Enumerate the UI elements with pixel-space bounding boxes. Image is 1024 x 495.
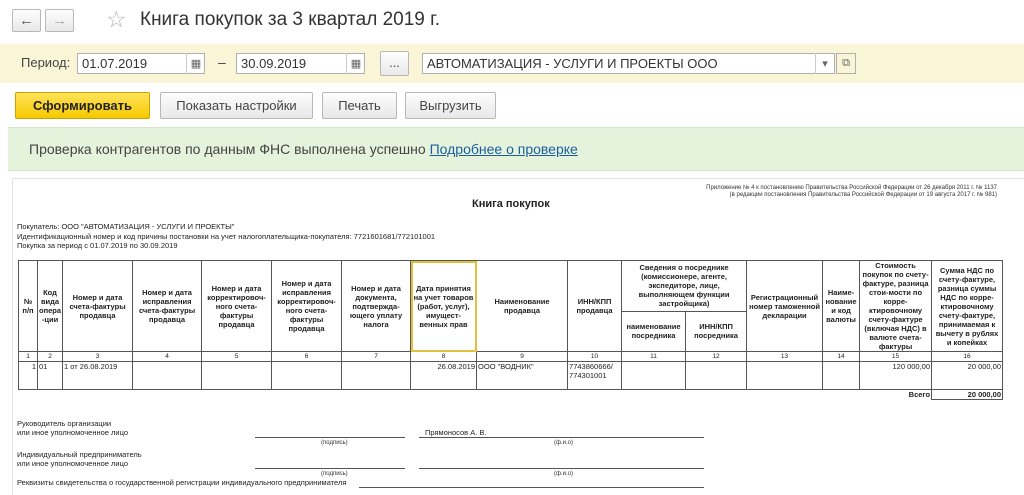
total-vat: 20 000,00 xyxy=(932,390,1003,400)
row-c11 xyxy=(622,362,686,390)
colnum-12: 12 xyxy=(686,352,747,362)
row-date-accepted: 26.08.2019 xyxy=(411,362,477,390)
header-c1: № п/п xyxy=(19,261,38,352)
print-button[interactable]: Печать xyxy=(322,92,397,119)
header-c2: Код вида опера -ции xyxy=(38,261,63,352)
row-c14 xyxy=(823,362,860,390)
ip-certificate-line xyxy=(359,487,704,488)
check-details-link[interactable]: Подробнее о проверке xyxy=(429,141,578,157)
head-label-2: или иное уполномоченное лицо xyxy=(17,428,129,437)
ip-certificate-label: Реквизиты свидетельства о государственной регистрации индивидуального предпринимателя xyxy=(17,478,347,487)
ip-name-line xyxy=(419,468,704,469)
header-c9: Наименование продавца xyxy=(477,261,568,352)
header-c11: наименование посредника xyxy=(622,311,686,351)
row-seller: ООО "ВОДНИК" xyxy=(477,362,568,390)
inn-line: Идентификационный номер и код причины постановки на учет налогоплательщика-покупателя: 7721601681/772101001 xyxy=(17,232,436,241)
header-c5: Номер и дата корректировоч-ного счета-фактуры продавца xyxy=(202,261,272,352)
colnum-4: 4 xyxy=(133,352,202,362)
colnum-16: 16 xyxy=(932,352,1003,362)
period-to-value: 30.09.2019 xyxy=(241,56,307,71)
colnum-7: 7 xyxy=(342,352,411,362)
row-seller-inn: 7743860666/ 774301001 xyxy=(568,362,622,390)
appendix-line1: Приложение № 4 к постановлению Правительства Российской Федерации от 26 декабря 2011 г. № 1137 xyxy=(706,185,997,191)
header-c15: Стоимость покупок по счету-фактуре, разница стои-мости по корре-ктировочному счету-фактуре (включая НДС) в валюте счета-фактуры xyxy=(860,261,932,352)
purchase-book-table xyxy=(18,260,1003,400)
appendix-line2: (в редакции постановления Правительства Российской Федерации от 19 августа 2017 г. № 981) xyxy=(729,192,997,198)
ip-signature-line xyxy=(255,468,405,469)
row-operation-code: 01 xyxy=(38,362,63,390)
head-name-caption: (ф.и.о) xyxy=(554,440,573,446)
row-c4 xyxy=(133,362,202,390)
colnum-10: 10 xyxy=(568,352,622,362)
check-notice xyxy=(8,127,1024,171)
colnum-14: 14 xyxy=(823,352,860,362)
calendar-to-icon[interactable]: ▦ xyxy=(346,53,365,74)
row-c12 xyxy=(686,362,747,390)
head-signature-caption: (подпись) xyxy=(321,440,348,446)
period-from-value: 01.07.2019 xyxy=(82,56,148,71)
organization-select[interactable] xyxy=(422,53,835,74)
calendar-from-icon[interactable]: ▦ xyxy=(186,53,205,74)
notice-message: Проверка контрагентов по данным ФНС выполнена успешно xyxy=(29,141,426,157)
header-c3: Номер и дата счета-фактуры продавца xyxy=(63,261,133,352)
head-signature-line xyxy=(255,437,405,438)
row-vat: 20 000,00 xyxy=(932,362,1003,390)
period-label: Период: xyxy=(21,55,71,70)
header-c13: Регистрационный номер таможенной декларации xyxy=(747,261,823,352)
header-c7: Номер и дата документа, подтвержда-ющего уплату налога xyxy=(342,261,411,352)
header-c16: Сумма НДС по счету-фактуре, разница суммы НДС по корре-ктировочному счету-фактуре, принимаемая к вычету в рублях и копейках xyxy=(932,261,1003,352)
period-separator: – xyxy=(218,54,226,70)
header-c14: Наиме-нование и код валюты xyxy=(823,261,860,352)
colnum-9: 9 xyxy=(477,352,568,362)
colnum-1: 1 xyxy=(19,352,38,362)
row-c13 xyxy=(747,362,823,390)
back-button[interactable] xyxy=(12,9,41,32)
report-document xyxy=(12,178,1024,495)
period-line: Покупка за период с 01.07.2019 по 30.09.2019 xyxy=(17,241,178,250)
row-c5 xyxy=(202,362,272,390)
row-invoice: 1 от 26.08.2019 xyxy=(63,362,133,390)
forward-button[interactable] xyxy=(45,9,74,32)
header-c8[interactable]: Дата принятия на учет товаров (работ, услуг), имущест-венных прав xyxy=(411,261,477,352)
colnum-13: 13 xyxy=(747,352,823,362)
open-organization-icon[interactable]: ⧉ xyxy=(836,53,856,74)
colnum-15: 15 xyxy=(860,352,932,362)
header-c6: Номер и дата исправления корректировоч-ного счета-фактуры продавца xyxy=(272,261,342,352)
head-name-line xyxy=(419,437,704,438)
buyer-line: Покупатель: ООО "АВТОМАТИЗАЦИЯ - УСЛУГИ И ПРОЕКТЫ" xyxy=(17,222,235,231)
header-c10: ИНН/КПП продавца xyxy=(568,261,622,352)
total-label: Всего xyxy=(19,390,932,400)
ip-label-2: или иное уполномоченное лицо xyxy=(17,459,129,468)
ip-name-caption: (ф.и.о) xyxy=(554,471,573,477)
report-heading: Книга покупок xyxy=(472,198,550,210)
head-label-1: Руководитель организации xyxy=(17,419,112,428)
arrow-left-icon: ← xyxy=(19,12,34,29)
window-title: Книга покупок за 3 квартал 2019 г. xyxy=(140,9,441,30)
header-c12: ИНН/КПП посредника xyxy=(686,311,747,351)
export-button[interactable]: Выгрузить xyxy=(405,92,496,119)
generate-button[interactable]: Сформировать xyxy=(15,92,150,119)
row-amount: 120 000,00 xyxy=(860,362,932,390)
organization-value: АВТОМАТИЗАЦИЯ - УСЛУГИ И ПРОЕКТЫ ООО xyxy=(427,56,718,71)
colnum-3: 3 xyxy=(63,352,133,362)
header-intermediary: Сведения о посреднике (комиссионере, агенте, экспедиторе, лице, выполняющем функции застройщика) xyxy=(622,261,747,312)
colnum-2: 2 xyxy=(38,352,63,362)
row-c7 xyxy=(342,362,411,390)
chevron-down-icon[interactable]: ▾ xyxy=(815,53,834,74)
star-icon[interactable]: ☆ xyxy=(106,6,127,32)
colnum-6: 6 xyxy=(272,352,342,362)
row-number: 1 xyxy=(19,362,38,390)
show-settings-button[interactable]: Показать настройки xyxy=(160,92,313,119)
row-c6 xyxy=(272,362,342,390)
colnum-8: 8 xyxy=(411,352,477,362)
ip-label-1: Индивидуальный предприниматель xyxy=(17,450,142,459)
table-row[interactable] xyxy=(19,362,1003,390)
colnum-11: 11 xyxy=(622,352,686,362)
period-select-button[interactable]: ... xyxy=(380,51,409,76)
ip-signature-caption: (подпись) xyxy=(321,471,348,477)
header-c4: Номер и дата исправления счета-фактуры продавца xyxy=(133,261,202,352)
arrow-right-icon: → xyxy=(52,12,67,29)
head-name: Прямоносов А. В. xyxy=(425,428,487,437)
colnum-5: 5 xyxy=(202,352,272,362)
